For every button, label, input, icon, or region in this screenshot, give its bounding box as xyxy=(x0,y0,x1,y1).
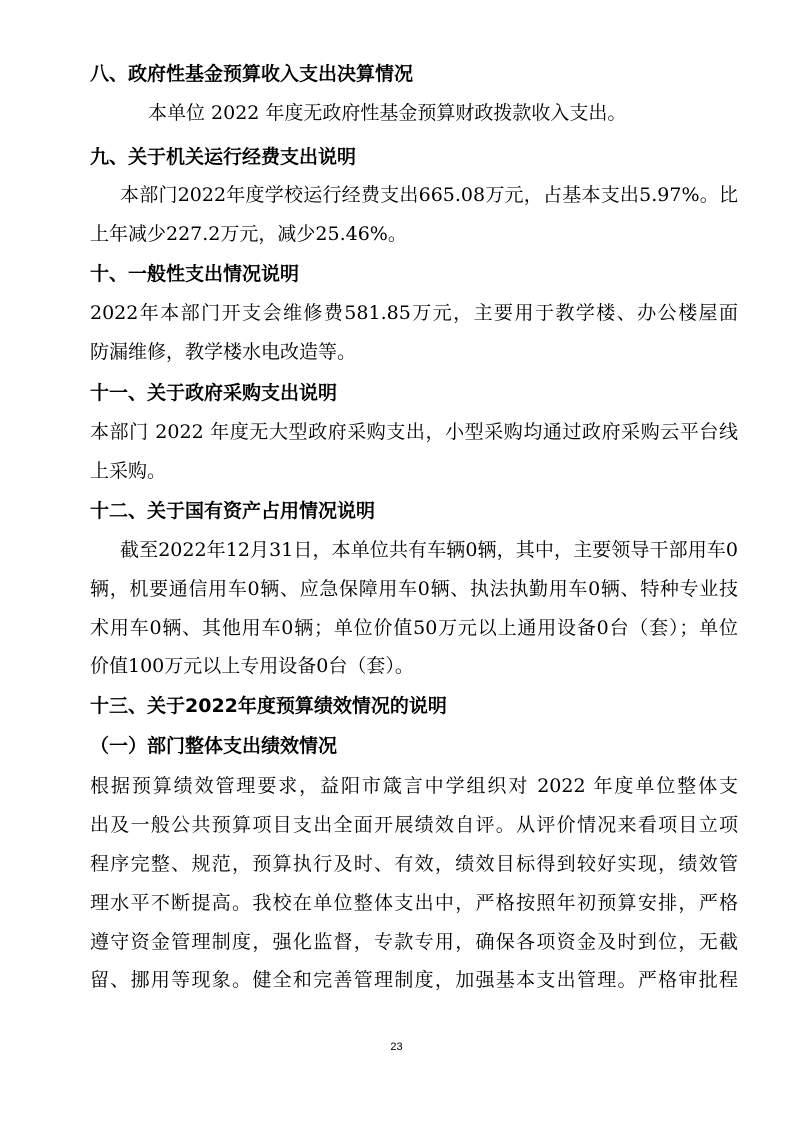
paragraph-line: 出及一般公共预算项目支出全面开展绩效自评。从评价情况来看项目立项 xyxy=(90,814,738,836)
section-heading-12: 十二、关于国有资产占用情况说明 xyxy=(90,500,376,522)
paragraph-line: 2022年本部门开支会维修费581.85万元，主要用于教学楼、办公楼屋面 xyxy=(90,302,738,324)
section-heading-13: 十三、关于2022年度预算绩效情况的说明 xyxy=(90,695,447,717)
paragraph-line: 价值100万元以上专用设备0台（套）。 xyxy=(90,655,414,677)
section-heading-10: 十、一般性支出情况说明 xyxy=(90,263,300,285)
paragraph-line: 上采购。 xyxy=(90,460,167,482)
paragraph-line: 根据预算绩效管理要求，益阳市箴言中学组织对 2022 年度单位整体支 xyxy=(90,775,738,797)
paragraph-line: 理水平不断提高。我校在单位整体支出中，严格按照年初预算安排，严格 xyxy=(90,892,738,914)
paragraph-line: 程序完整、规范，预算执行及时、有效，绩效目标得到较好实现，绩效管 xyxy=(90,853,738,875)
paragraph-line: 本部门 2022 年度无大型政府采购支出，小型采购均通过政府采购云平台线 xyxy=(90,421,738,443)
paragraph-line: 本单位 2022 年度无政府性基金预算财政拨款收入支出。 xyxy=(148,102,627,124)
paragraph-line: 防漏维修，教学楼水电改造等。 xyxy=(90,341,357,363)
page-number: 23 xyxy=(390,1041,403,1053)
paragraph-line: 本部门2022年度学校运行经费支出665.08万元，占基本支出5.97%。比 xyxy=(120,184,738,206)
subsection-heading-1: （一）部门整体支出绩效情况 xyxy=(90,735,338,757)
section-heading-11: 十一、关于政府采购支出说明 xyxy=(90,382,338,404)
paragraph-line: 术用车0辆、其他用车0辆；单位价值50万元以上通用设备0台（套）；单位 xyxy=(90,617,738,639)
paragraph-line: 留、挪用等现象。健全和完善管理制度，加强基本支出管理。严格审批程 xyxy=(90,969,738,991)
paragraph-line: 上年减少227.2万元，减少25.46%。 xyxy=(90,223,407,245)
section-heading-8: 八、政府性基金预算收入支出决算情况 xyxy=(90,63,414,85)
section-heading-9: 九、关于机关运行经费支出说明 xyxy=(90,146,357,168)
paragraph-line: 截至2022年12月31日，本单位共有车辆0辆，其中，主要领导干部用车0 xyxy=(120,539,738,561)
paragraph-line: 辆，机要通信用车0辆、应急保障用车0辆、执法执勤用车0辆、特种专业技 xyxy=(90,578,738,600)
paragraph-line: 遵守资金管理制度，强化监督，专款专用，确保各项资金及时到位，无截 xyxy=(90,931,738,953)
